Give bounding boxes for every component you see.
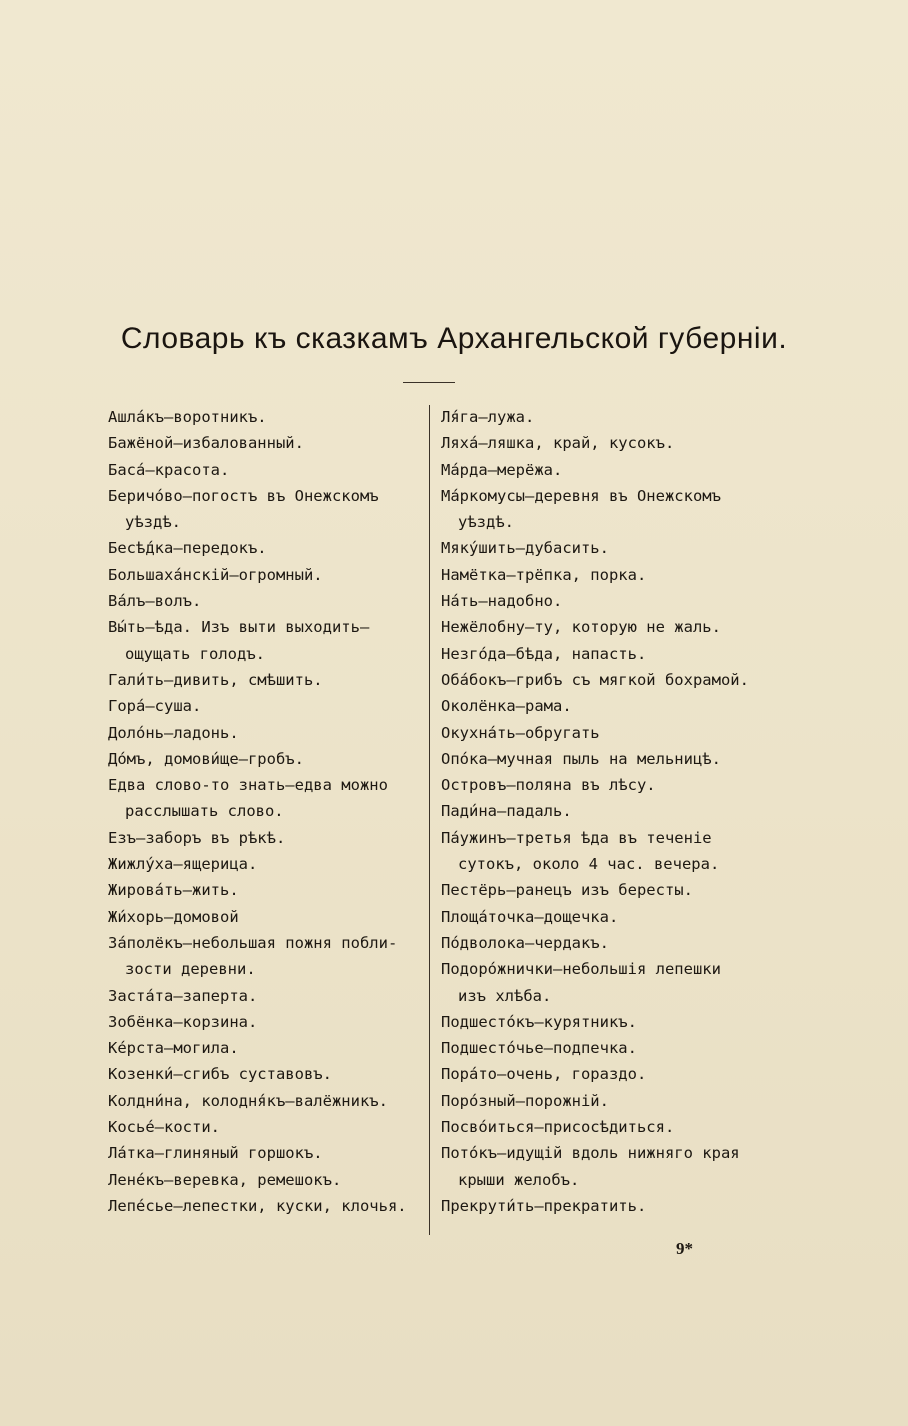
glossary-entry: Окухна́ть—обругать [441,723,600,742]
glossary-entry: Ла́тка—глиняный горшокъ. [108,1144,323,1163]
glossary-entry: По́дволока—чердакъ. [441,933,609,952]
glossary-entry: Поро́зный—порожній. [441,1091,609,1110]
glossary-entry: Вы́ть—ѣда. Изъ выти выходить— [108,618,370,637]
glossary-entry: Подшесто́чье—подпечка. [441,1039,637,1058]
glossary-entry: Площа́точка—дощечка. [441,907,619,926]
glossary-entry: Ке́рста—могила. [108,1039,239,1058]
glossary-entry: Па́ужинъ—третья ѣда въ теченіе [441,828,712,847]
title-divider [403,382,455,383]
glossary-entry: Прекрути́ть—прекратить. [441,1196,647,1215]
glossary-entry: Околёнка—рама. [441,697,572,716]
glossary-entry: Жи́хорь—домовой [108,907,239,926]
glossary-entry: Езъ—заборъ въ рѣкѣ. [108,828,286,847]
glossary-entry-continuation: ощущать голодъ. [125,644,265,663]
page-number: 9* [676,1239,693,1258]
glossary-entry: Островъ—поляна въ лѣсу. [441,776,656,795]
glossary-entry: Козенки́—сгибъ суставовъ. [108,1065,332,1084]
glossary-entry-continuation: изъ хлѣба. [458,986,552,1005]
glossary-entry: Колдни́на, колодня́къ—валёжникъ. [108,1091,388,1110]
glossary-entry: Оба́бокъ—грибъ съ мягкой бохрамой. [441,670,749,689]
glossary-entry: Подоро́жнички—небольшія лепешки [441,960,721,979]
glossary-entry: Пестёрь—ранецъ изъ бересты. [441,881,693,900]
glossary-entry-continuation: уѣздѣ. [125,513,181,532]
glossary-entry: Едва слово-то знать—едва можно [108,776,388,795]
glossary-entry: За́полёкъ—небольшая пожня побли- [108,933,398,952]
glossary-entry: Пора́то—очень, гораздо. [441,1065,647,1084]
glossary-entry-continuation: уѣздѣ. [458,513,514,532]
glossary-entry: Гора́—суша. [108,697,202,716]
glossary-entry: Ашла́къ—воротникъ. [108,408,267,426]
glossary-entry: Гали́ть—дивить, смѣшить. [108,670,323,689]
glossary-entry: Намётка—трёпка, порка. [441,565,647,584]
glossary-entry-continuation: зости деревни. [125,960,256,979]
glossary-entry: Лене́къ—веревка, ремешокъ. [108,1170,342,1189]
glossary-entry-continuation: крыши желобъ. [458,1170,580,1189]
glossary-entry-continuation: расслышать слово. [125,802,284,821]
glossary-entry: Зобёнка—корзина. [108,1012,258,1031]
glossary-entry: Ма́рда—мерёжа. [441,460,563,479]
glossary-entry: Посво́иться—присосѣдиться. [441,1118,675,1137]
glossary-entry: Жирова́ть—жить. [108,881,239,900]
glossary-entry: Ма́ркомусы—деревня въ Онежскомъ [441,486,721,505]
glossary-entry: Нежёлобну—ту, которую не жаль. [441,618,721,637]
glossary-entry: Беричо́во—погостъ въ Онежскомъ [108,486,379,505]
glossary-entry: Лепе́сье—лепестки, куски, клочья. [108,1196,407,1215]
glossary-entry: Бажёной—избалованный. [108,434,304,453]
glossary-entry: До́мъ, домови́ще—гробъ. [108,749,304,768]
glossary-entry: Косье́—кости. [108,1118,220,1137]
glossary-entry: Мяку́шить—дубасить. [441,539,609,558]
glossary-entry: Ляха́—ляшка, край, кусокъ. [441,434,675,453]
column-divider [429,405,430,1235]
glossary-entry: Пади́на—падаль. [441,802,572,821]
glossary-entry: Баса́—красота. [108,460,230,479]
glossary-entry: Ля́га—лужа. [441,408,535,426]
glossary-entry: На́ть—надобно. [441,592,563,611]
right-column [441,404,753,1219]
glossary-entry: Доло́нь—ладонь. [108,723,239,742]
glossary-entry-continuation: сутокъ, около 4 час. вечера. [458,855,720,874]
glossary-entry: Бесѣ́дка—передокъ. [108,539,267,558]
left-column [108,404,418,1219]
glossary-entry: Опо́ка—мучная пыль на мельницѣ. [441,749,721,768]
glossary-entry: Большаха́нскій—огромный. [108,565,323,584]
glossary-entry: Жижлу́ха—ящерица. [108,855,258,874]
glossary-entry: Заста́та—заперта. [108,986,258,1005]
glossary-entry: Пото́къ—идущій вдоль нижняго края [441,1144,740,1163]
glossary-entry: Подшесто́къ—курятникъ. [441,1012,637,1031]
glossary-entry: Незго́да—бѣда, напасть. [441,644,647,663]
page-title: Словарь къ сказкамъ Архангельской губерніи. [120,322,788,355]
glossary-entry: Ва́лъ—волъ. [108,592,202,611]
